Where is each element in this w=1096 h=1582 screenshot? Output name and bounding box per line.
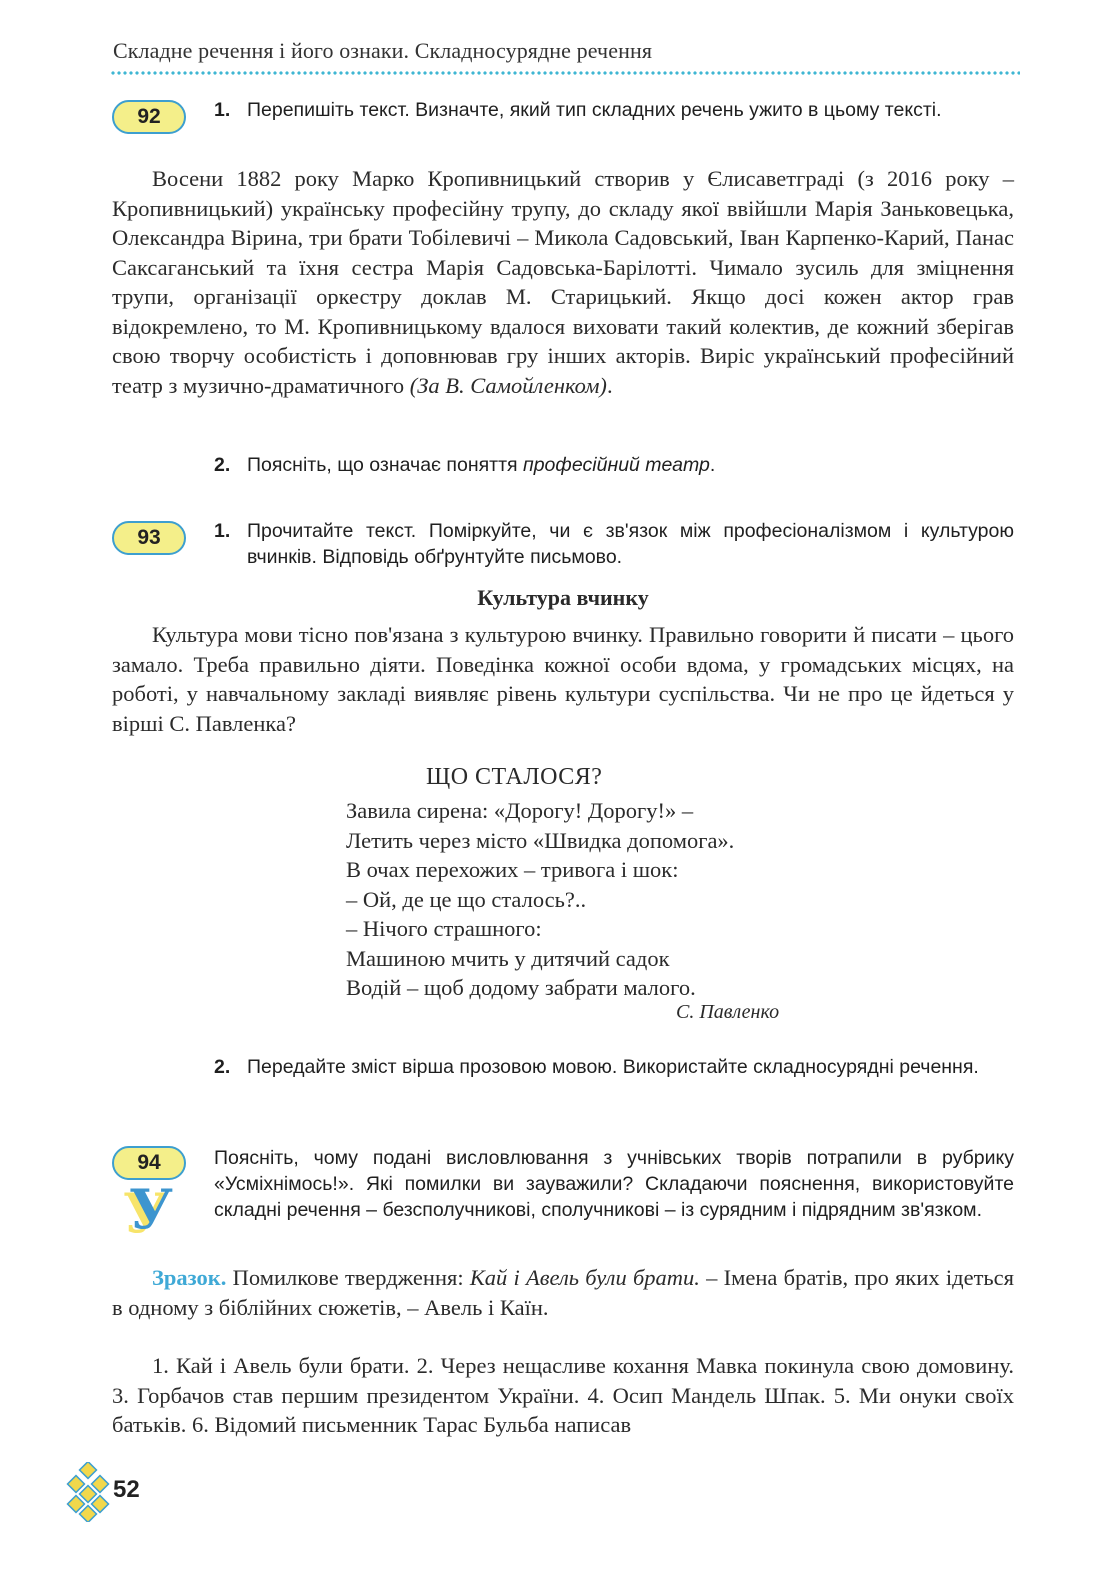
header-dotted-divider bbox=[110, 70, 1020, 76]
exercise-92-source: (За В. Самойленком) bbox=[409, 372, 607, 398]
statements-list: 1. Кай і Авель були брати. 2. Через нещасливе кохання Мавка покинула свою домовину. 3. Горбачов став першим президентом України. 4. Осип Мандель Шпак. 5. Ми онуки своїх батьків. 6. Відомий письменник Тарас Бульба написав bbox=[112, 1353, 1014, 1437]
poem-line: Завила сирена: «Дорогу! Дорогу!» – bbox=[346, 798, 694, 823]
sample-label: Зразок. bbox=[152, 1265, 227, 1290]
task-term: професійний театр bbox=[522, 454, 710, 476]
task-text: Перепишіть текст. Визначте, який тип складних речень ужито в цьому тексті. bbox=[247, 99, 942, 121]
task-number: 2. bbox=[214, 1056, 231, 1078]
task-number: 2. bbox=[214, 454, 231, 476]
exercise-94-list bbox=[112, 1351, 1014, 1440]
page-header-title: Складне речення і його ознаки. Складносурядне речення bbox=[113, 38, 653, 63]
exercise-93-paragraph: Культура мови тісно пов'язана з культурою вчинку. Правильно говорити й писати – цього замало. Треба правильно діяти. Поведінка кожної особи вдома, у громадських місцях, на роботі, у навчальному закладі виявляє рівень культури суспільства. Чи не про це йдеться у вірші С. Павленка? bbox=[112, 622, 1014, 736]
exercise-93-badge: 93 bbox=[112, 521, 186, 555]
task-text: Передайте зміст вірша прозовою мовою. Використайте складносурядні речення. bbox=[247, 1056, 979, 1078]
ornament-icon bbox=[64, 1462, 112, 1522]
exercise-93-text bbox=[112, 620, 1014, 738]
exercise-93-task-2 bbox=[214, 1054, 1014, 1080]
sample-explanation: – Імена братів, про яких ідеться в одному з біблійних сюжетів, – Авель і Каїн. bbox=[112, 1265, 1015, 1320]
sample-quote: Кай і Авель були брати. bbox=[469, 1265, 700, 1290]
poem-line: – Нічого страшного: bbox=[346, 916, 542, 941]
exercise-94-task bbox=[214, 1145, 1014, 1223]
poem-line: Машиною мчить у дитячий садок bbox=[346, 945, 670, 971]
exercise-94-badge: 94 bbox=[112, 1146, 186, 1180]
poem-title: ЩО СТАЛОСЯ? bbox=[426, 764, 603, 790]
task-text: Прочитайте текст. Поміркуйте, чи є зв'язок між професіоналізмом і культурою вчинків. Відповідь обґрунтуйте письмово. bbox=[247, 520, 1014, 568]
poem-line: Водій – щоб додому забрати малого. bbox=[346, 975, 696, 1000]
poem-line: Летить через місто «Швидка допомога». bbox=[346, 827, 735, 853]
exercise-92-badge: 92 bbox=[112, 100, 186, 134]
exercise-92-task-1 bbox=[214, 97, 1014, 123]
text-title: Культура вчинку bbox=[477, 585, 649, 610]
poem-line: В очах перехожих – тривога і шок: bbox=[346, 857, 679, 882]
exercise-94-sample bbox=[112, 1263, 1014, 1322]
poem-body bbox=[346, 796, 734, 1003]
exercise-92-paragraph: Восени 1882 року Марко Кропивницький створив у Єлисаветграді (з 2016 року – Кропивницький) українську професійну трупу, до складу якої ввійшли Марія Заньковецька, Олександра Вірина, три брати Тобілевичі – Микола Садовський, Іван Карпенко-Карий, Панас Саксаганський та їхня сестра Марія Садовська-Барілотті. Чимало зусиль для зміцнення трупи, організації оркестру доклав М. Старицький. Якщо досі кожен актор грав відокремлено, то М. Кропивницькому вдалося виховати такий колектив, де кожний зберігав свою творчу особистість і доповнював гру інших акторів. Виріс український професійний театр з музично-драматичного bbox=[112, 166, 1014, 398]
poem-line: – Ой, де це що сталось?.. bbox=[346, 886, 587, 912]
sample-text: Помилкове твердження: bbox=[232, 1265, 464, 1290]
task-text: Поясніть, що означає поняття bbox=[247, 454, 518, 476]
poem-author: С. Павленко bbox=[676, 1001, 780, 1023]
task-text: Поясніть, чому подані висловлювання з учнівських творів потрапили в рубрику «Усміхнімось!». Які помилки ви зауважили? Складаючи пояснення, використовуйте складні речення – безсполучникові, сполучникові – із сурядним і підрядним зв'язком. bbox=[214, 1147, 1014, 1221]
exercise-92-text: Восени 1882 року Марко Кропивницький створив у Єлисаветграді (з 2016 року – Кропивницький) українську професійну трупу, до складу якої ввійшли Марія Заньковецька, Олександра Вірина, три брати Тобілевичі – Микола Садовський, Іван Карпенко-Карий, Панас Саксаганський та їхня сестра Марія Садовська-Барілотті. Чимало зусиль для зміцнення трупи, організації оркестру доклав М. Старицький. Якщо досі кожен актор грав відокремлено, то М. Кропивницькому вдалося виховати такий колектив, де кожний зберігав свою творчу особистість і доповнював гру інших акторів. Виріс український професійний театр з музично-драматичного (За В. Самойленком). bbox=[112, 166, 1014, 398]
task-number: 1. bbox=[214, 99, 231, 121]
smile-rubric-icon: У bbox=[129, 1177, 173, 1241]
exercise-93-task-1 bbox=[214, 518, 1014, 570]
exercise-92-task-2: 2. Поясніть, що означає поняття професійний театр. bbox=[214, 454, 716, 476]
page-number: 52 bbox=[113, 1476, 140, 1503]
task-number: 1. bbox=[214, 520, 231, 542]
